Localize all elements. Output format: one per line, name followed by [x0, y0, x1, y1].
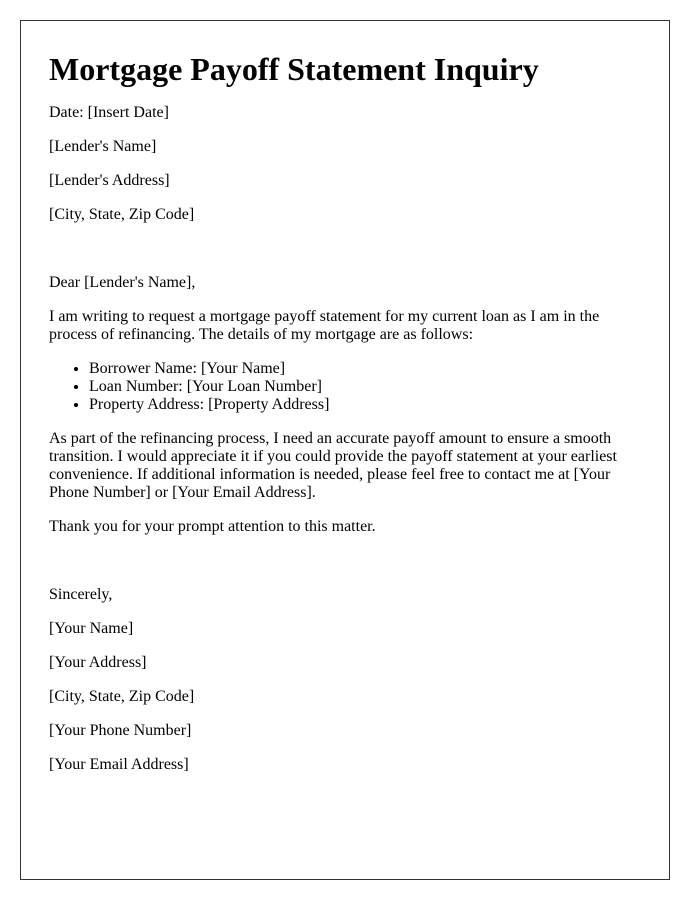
spacer: [49, 552, 649, 586]
thanks-paragraph: Thank you for your prompt attention to this matter.: [49, 517, 376, 535]
lender-name: [Lender's Name]: [49, 137, 157, 155]
letter-document: [20, 20, 670, 880]
detail-borrower-name: • Borrower Name: [Your Name]: [89, 360, 649, 378]
lender-city-state-zip: [City, State, Zip Code]: [49, 205, 195, 223]
spacer: [49, 240, 649, 274]
mortgage-details-list: [49, 360, 649, 414]
lender-address: [Lender's Address]: [49, 171, 170, 189]
sender-phone: [Your Phone Number]: [49, 721, 192, 739]
intro-paragraph: I am writing to request a mortgage payoff statement for my current loan as I am in the process of refinancing. The details of my mortgage are as follows:: [49, 307, 600, 343]
sender-address: [Your Address]: [49, 653, 147, 671]
salutation: Dear [Lender's Name],: [49, 273, 196, 291]
date-line: Date: [Insert Date]: [49, 103, 169, 121]
sender-city-state-zip: [City, State, Zip Code]: [49, 687, 195, 705]
sender-email: [Your Email Address]: [49, 755, 189, 773]
letter-title: Mortgage Payoff Statement Inquiry: [49, 51, 539, 87]
detail-property-address: • Property Address: [Property Address]: [89, 396, 649, 414]
detail-loan-number: • Loan Number: [Your Loan Number]: [89, 378, 649, 396]
request-paragraph: As part of the refinancing process, I need an accurate payoff amount to ensure a smooth transition. I would appreciate it if you could provide the payoff statement at your earliest convenience. If additional information is needed, please feel free to contact me at [Your Phone Number] or [Your Email Address].: [49, 429, 617, 501]
sender-name: [Your Name]: [49, 619, 134, 637]
valediction: Sincerely,: [49, 585, 113, 603]
